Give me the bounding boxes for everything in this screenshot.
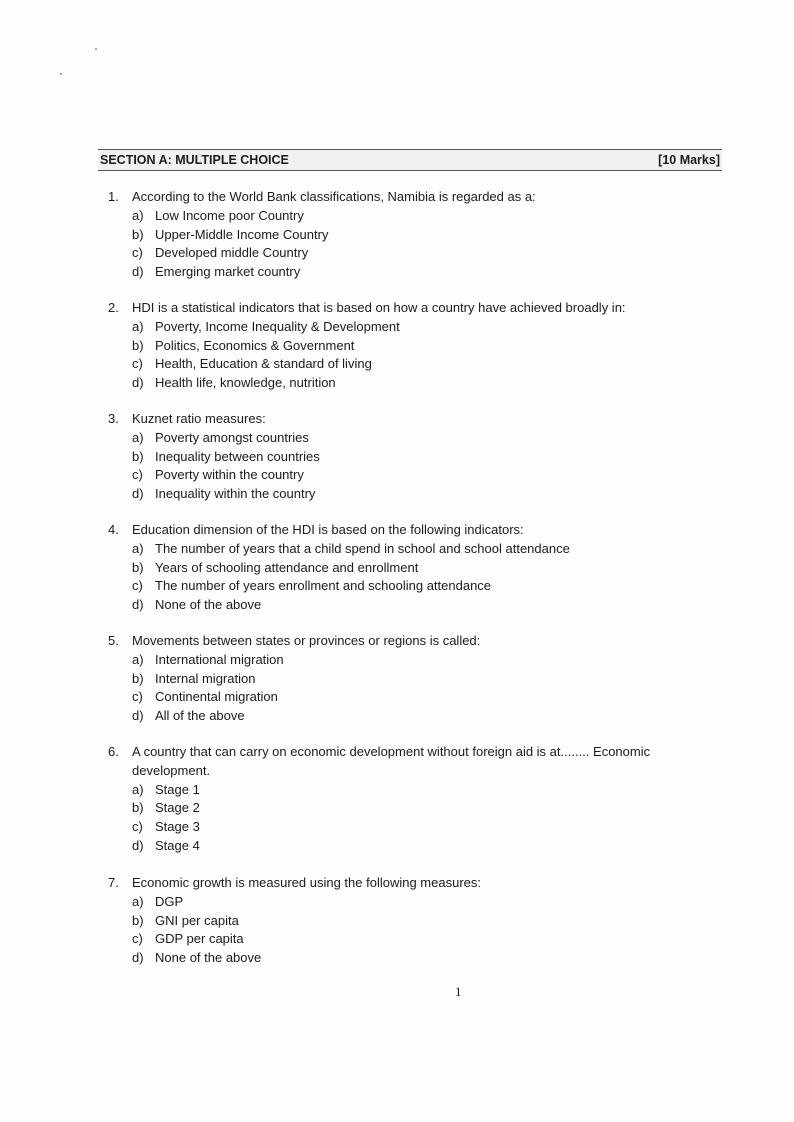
option-letter: c) bbox=[132, 245, 143, 261]
answer-option bbox=[132, 374, 708, 393]
answer-option bbox=[132, 893, 708, 912]
section-title: SECTION A: MULTIPLE CHOICE bbox=[100, 153, 289, 167]
question-number: 2. bbox=[108, 300, 119, 315]
question-stem bbox=[108, 299, 708, 318]
answer-option bbox=[132, 429, 708, 448]
option-letter: d) bbox=[132, 375, 144, 391]
question-4 bbox=[108, 521, 708, 615]
question-text: A country that can carry on economic development without foreign aid is at........ Economic development. bbox=[132, 744, 651, 778]
question-2 bbox=[108, 299, 708, 393]
option-letter: d) bbox=[132, 950, 144, 966]
option-letter: c) bbox=[132, 931, 143, 947]
option-letter: b) bbox=[132, 559, 144, 575]
option-text: The number of years that a child spend in school and school attendance bbox=[155, 540, 570, 556]
option-text: Continental migration bbox=[155, 689, 278, 705]
answer-option bbox=[132, 244, 708, 263]
question-text: HDI is a statistical indicators that is based on how a country have achieved broadly in: bbox=[132, 300, 626, 315]
question-7 bbox=[108, 874, 708, 968]
answer-option bbox=[132, 818, 708, 837]
option-letter: a) bbox=[132, 318, 144, 334]
section-header bbox=[98, 149, 722, 171]
question-stem bbox=[108, 743, 708, 781]
option-letter: a) bbox=[132, 540, 144, 556]
answer-option bbox=[132, 485, 708, 504]
question-stem bbox=[108, 874, 708, 893]
question-text: According to the World Bank classifications, Namibia is regarded as a: bbox=[132, 189, 536, 204]
question-stem bbox=[108, 410, 708, 429]
option-letter: d) bbox=[132, 597, 144, 613]
question-text: Movements between states or provinces or regions is called: bbox=[132, 633, 481, 648]
answer-option bbox=[132, 540, 708, 559]
answer-option bbox=[132, 207, 708, 226]
question-text: Education dimension of the HDI is based on the following indicators: bbox=[132, 522, 524, 537]
option-letter: a) bbox=[132, 893, 144, 909]
option-text: Poverty, Income Inequality & Development bbox=[155, 318, 400, 334]
option-letter: a) bbox=[132, 207, 144, 223]
option-text: Politics, Economics & Government bbox=[155, 337, 355, 353]
option-text: Poverty within the country bbox=[155, 467, 304, 483]
option-text: Health life, knowledge, nutrition bbox=[155, 375, 336, 391]
question-text: Kuznet ratio measures: bbox=[132, 411, 266, 426]
answer-option bbox=[132, 688, 708, 707]
page-number: 1 bbox=[455, 984, 462, 999]
scan-speck bbox=[95, 48, 97, 50]
option-text: Poverty amongst countries bbox=[155, 429, 309, 445]
answer-option bbox=[132, 651, 708, 670]
answer-option bbox=[132, 837, 708, 856]
question-3 bbox=[108, 410, 708, 504]
question-number: 4. bbox=[108, 522, 119, 537]
question-text: Economic growth is measured using the following measures: bbox=[132, 875, 482, 890]
answer-option bbox=[132, 355, 708, 374]
option-text: Inequality within the country bbox=[155, 486, 316, 502]
answer-option bbox=[132, 912, 708, 931]
option-text: DGP bbox=[155, 893, 184, 909]
answer-option bbox=[132, 707, 708, 726]
option-text: None of the above bbox=[155, 597, 262, 613]
option-letter: b) bbox=[132, 226, 144, 242]
option-text: All of the above bbox=[155, 708, 245, 724]
question-number: 1. bbox=[108, 189, 119, 204]
answer-option bbox=[132, 596, 708, 615]
option-text: Stage 1 bbox=[155, 781, 200, 797]
option-letter: d) bbox=[132, 708, 144, 724]
answer-option bbox=[132, 337, 708, 356]
option-letter: a) bbox=[132, 651, 144, 667]
option-text: GDP per capita bbox=[155, 931, 244, 947]
question-stem bbox=[108, 188, 708, 207]
answer-option bbox=[132, 577, 708, 596]
option-letter: b) bbox=[132, 448, 144, 464]
option-letter: b) bbox=[132, 337, 144, 353]
option-text: Years of schooling attendance and enrollment bbox=[155, 559, 419, 575]
question-number: 5. bbox=[108, 633, 119, 648]
option-letter: d) bbox=[132, 264, 144, 280]
answer-option bbox=[132, 226, 708, 245]
option-letter: c) bbox=[132, 819, 143, 835]
option-text: None of the above bbox=[155, 950, 262, 966]
question-stem bbox=[108, 632, 708, 651]
question-5 bbox=[108, 632, 708, 726]
option-text: Stage 3 bbox=[155, 819, 200, 835]
option-letter: b) bbox=[132, 670, 144, 686]
option-letter: c) bbox=[132, 689, 143, 705]
answer-option bbox=[132, 466, 708, 485]
question-6 bbox=[108, 743, 708, 856]
answer-option bbox=[132, 559, 708, 578]
section-marks: [10 Marks] bbox=[658, 153, 720, 167]
answer-option bbox=[132, 448, 708, 467]
option-text: International migration bbox=[155, 651, 284, 667]
option-text: Developed middle Country bbox=[155, 245, 309, 261]
option-letter: b) bbox=[132, 912, 144, 928]
option-text: GNI per capita bbox=[155, 912, 239, 928]
answer-option bbox=[132, 263, 708, 282]
answer-option bbox=[132, 318, 708, 337]
option-letter: a) bbox=[132, 429, 144, 445]
option-letter: d) bbox=[132, 486, 144, 502]
answer-option bbox=[132, 799, 708, 818]
option-letter: c) bbox=[132, 356, 143, 372]
question-number: 3. bbox=[108, 411, 119, 426]
answer-option bbox=[132, 670, 708, 689]
option-letter: c) bbox=[132, 578, 143, 594]
question-number: 7. bbox=[108, 875, 119, 890]
option-text: Stage 4 bbox=[155, 837, 200, 853]
answer-option bbox=[132, 781, 708, 800]
option-letter: d) bbox=[132, 837, 144, 853]
question-stem bbox=[108, 521, 708, 540]
option-text: Internal migration bbox=[155, 670, 256, 686]
answer-option bbox=[132, 949, 708, 968]
option-text: The number of years enrollment and schooling attendance bbox=[155, 578, 492, 594]
option-text: Low Income poor Country bbox=[155, 207, 304, 223]
option-letter: a) bbox=[132, 781, 144, 797]
option-text: Emerging market country bbox=[155, 264, 301, 280]
option-text: Stage 2 bbox=[155, 800, 200, 816]
answer-option bbox=[132, 930, 708, 949]
question-1 bbox=[108, 188, 708, 282]
option-text: Inequality between countries bbox=[155, 448, 320, 464]
scan-speck bbox=[60, 73, 62, 75]
option-letter: b) bbox=[132, 800, 144, 816]
option-text: Health, Education & standard of living bbox=[155, 356, 372, 372]
question-number: 6. bbox=[108, 744, 119, 759]
option-text: Upper-Middle Income Country bbox=[155, 226, 329, 242]
option-letter: c) bbox=[132, 467, 143, 483]
